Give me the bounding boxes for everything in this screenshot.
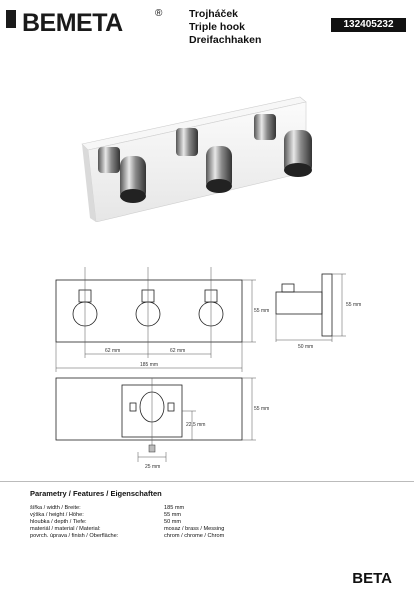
dim-back-mount-width: 25 mm xyxy=(145,464,161,470)
parameters-heading: Parametry / Features / Eigenschaften xyxy=(30,489,162,498)
product-photo xyxy=(0,72,414,222)
param-value: 50 mm xyxy=(164,519,182,525)
brand-logo: BEMETA xyxy=(22,9,123,37)
side-view xyxy=(276,274,332,336)
dim-side-depth: 50 mm xyxy=(298,344,314,350)
param-label: materiál / material / Material: xyxy=(30,526,101,532)
param-row-material xyxy=(30,526,224,533)
product-code-badge: 132405232 xyxy=(331,18,406,32)
dim-front-width: 185 mm xyxy=(140,362,159,368)
brand-logo-mark xyxy=(6,10,16,28)
product-titles xyxy=(189,8,261,47)
param-row-finish xyxy=(30,533,224,540)
param-label: výška / height / Höhe: xyxy=(30,512,84,518)
param-label: povrch. úprava / finish / Oberfläche: xyxy=(30,533,119,539)
title-cz: Trojháček xyxy=(189,8,239,20)
param-value: mosaz / brass / Messing xyxy=(164,526,225,532)
section-divider xyxy=(0,481,414,482)
technical-drawing xyxy=(0,262,414,477)
param-value: 185 mm xyxy=(164,505,185,511)
model-name: BETA xyxy=(352,570,392,587)
param-value: chrom / chrome / Chrom xyxy=(164,533,225,539)
screw-icon xyxy=(149,445,155,452)
trademark-symbol: ® xyxy=(155,8,163,19)
param-value: 55 mm xyxy=(164,512,182,518)
title-en: Triple hook xyxy=(189,21,246,33)
param-row-depth xyxy=(30,519,224,526)
dim-back-height: 55 mm xyxy=(254,406,270,412)
dim-side-height: 55 mm xyxy=(346,302,362,308)
param-row-height xyxy=(30,512,224,519)
dim-front-spacing-right: 62 mm xyxy=(170,348,186,354)
parameters-table xyxy=(30,505,224,540)
dim-front-height: 55 mm xyxy=(254,308,270,314)
title-de: Dreifachhaken xyxy=(189,34,262,46)
param-label: hloubka / depth / Tiefe: xyxy=(30,519,87,525)
dim-front-spacing-left: 62 mm xyxy=(105,348,121,354)
param-row-width xyxy=(30,505,224,512)
dim-back-mount-offset: 22,5 mm xyxy=(186,422,206,428)
param-label: šířka / width / Breite: xyxy=(30,505,81,511)
back-view xyxy=(56,378,242,440)
front-view xyxy=(56,280,242,342)
